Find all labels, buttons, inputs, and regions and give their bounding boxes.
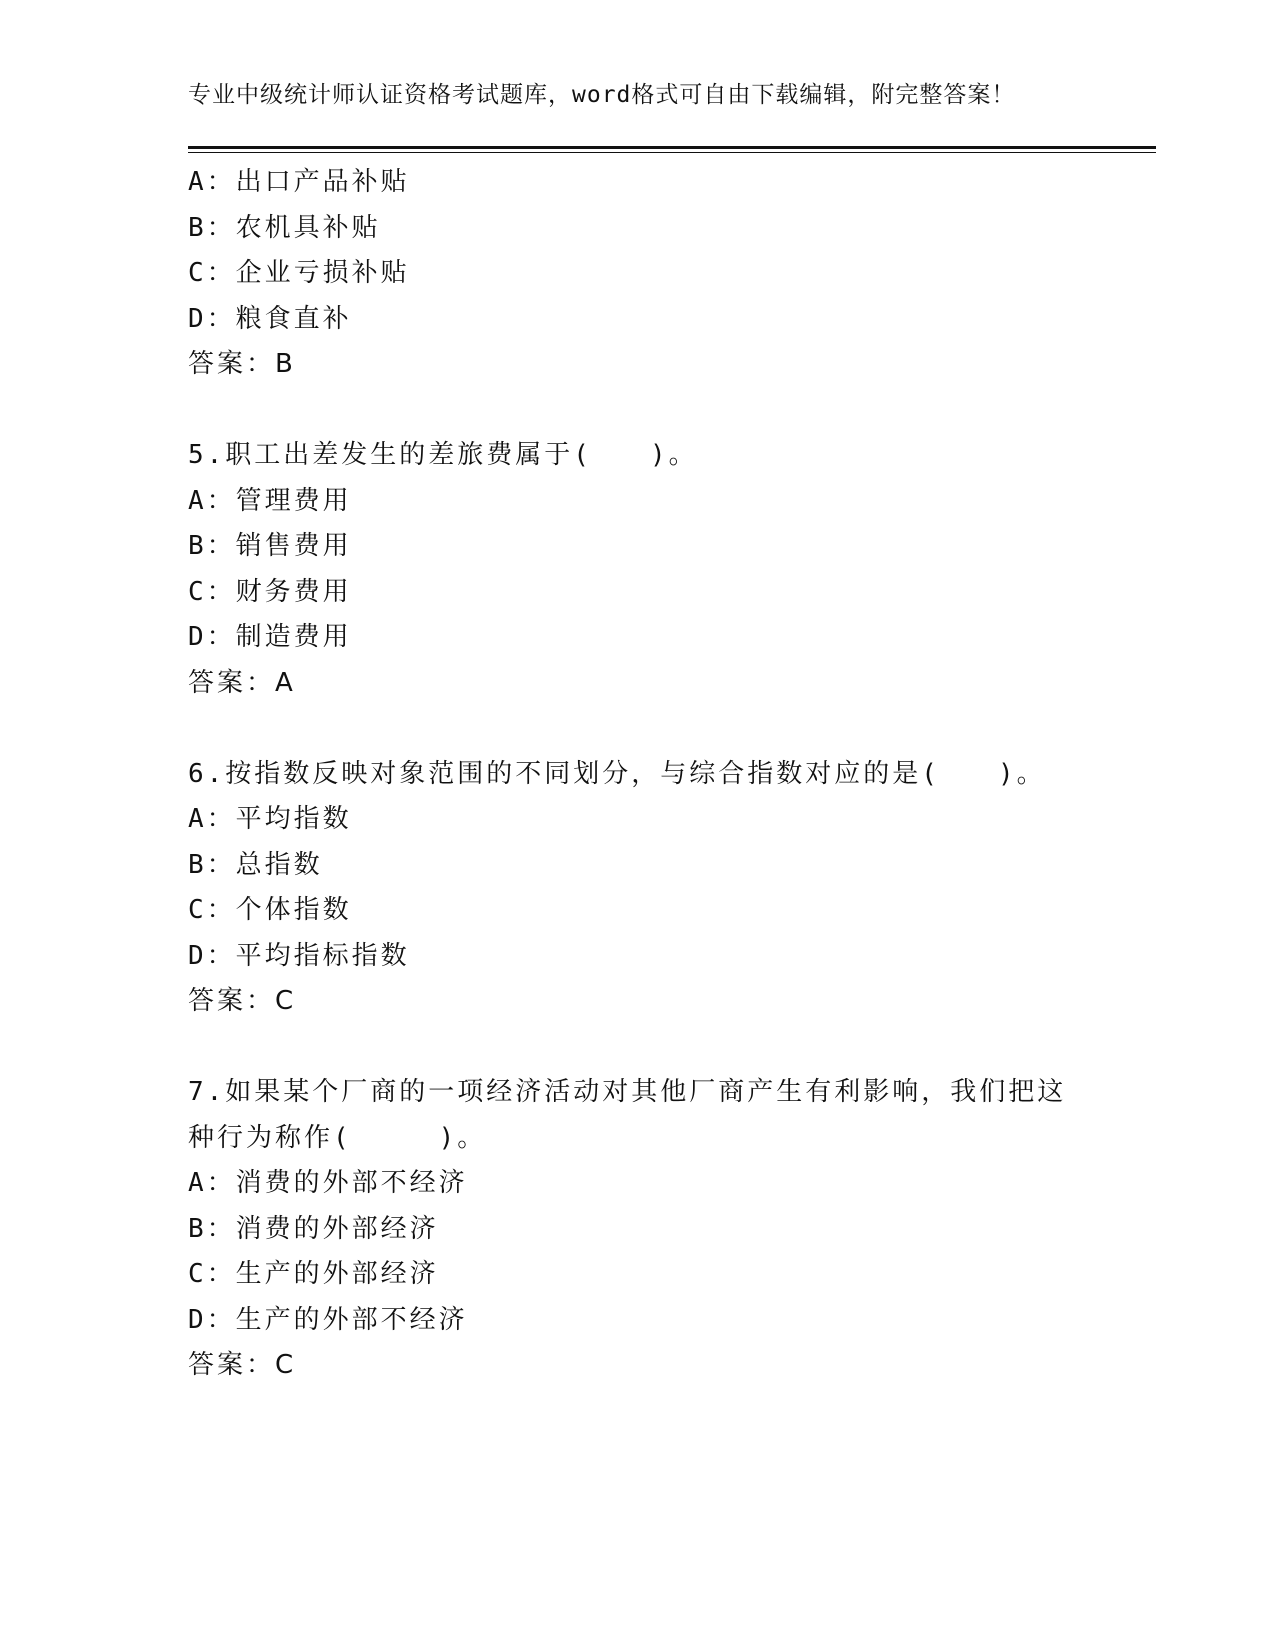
- header-rule-thick: [188, 146, 1156, 149]
- option-b: B：销售费用: [188, 531, 352, 561]
- option-c: C：财务费用: [188, 576, 352, 607]
- header-rule-thin: [188, 152, 1156, 153]
- question-stem: 6.按指数反映对象范围的不同划分，与综合指数对应的是( )。: [188, 758, 1046, 789]
- option-c: C：生产的外部经济: [188, 1259, 439, 1289]
- option-d: D：粮食直补: [188, 303, 352, 334]
- question-stem: 5.职工出差发生的差旅费属于( )。: [188, 440, 698, 470]
- question-stem: 7.如果某个厂商的一项经济活动对其他厂商产生有利影响，我们把这: [188, 1077, 1067, 1107]
- question-7: [188, 1070, 1156, 1389]
- spacer: [188, 1025, 1156, 1071]
- question-5: [188, 433, 1156, 706]
- answer-line: 答案：B: [188, 349, 296, 379]
- question-6: [188, 752, 1156, 1025]
- option-c: C：个体指数: [188, 895, 352, 925]
- spacer: [188, 388, 1156, 434]
- option-b: B：农机具补贴: [188, 212, 381, 243]
- question-stem-continued: 种行为称作( )。: [188, 1122, 487, 1153]
- option-a: A：出口产品补贴: [188, 167, 410, 197]
- answer-line: 答案：C: [188, 986, 297, 1016]
- spacer: [188, 706, 1156, 752]
- option-d: D：生产的外部不经济: [188, 1304, 468, 1335]
- option-d: D：制造费用: [188, 622, 352, 652]
- option-b: B：总指数: [188, 849, 323, 880]
- option-c: C：企业亏损补贴: [188, 258, 410, 288]
- question-4: [188, 160, 1156, 388]
- answer-line: 答案：C: [188, 1350, 297, 1380]
- option-b: B：消费的外部经济: [188, 1213, 439, 1244]
- option-a: A：管理费用: [188, 485, 352, 516]
- option-a: A：消费的外部不经济: [188, 1168, 468, 1198]
- question-content: [188, 160, 1156, 1389]
- answer-line: 答案：A: [188, 667, 296, 698]
- page-header: 专业中级统计师认证资格考试题库，word格式可自由下载编辑，附完整答案！: [188, 82, 1016, 108]
- option-a: A：平均指数: [188, 804, 352, 834]
- option-d: D：平均指标指数: [188, 940, 410, 971]
